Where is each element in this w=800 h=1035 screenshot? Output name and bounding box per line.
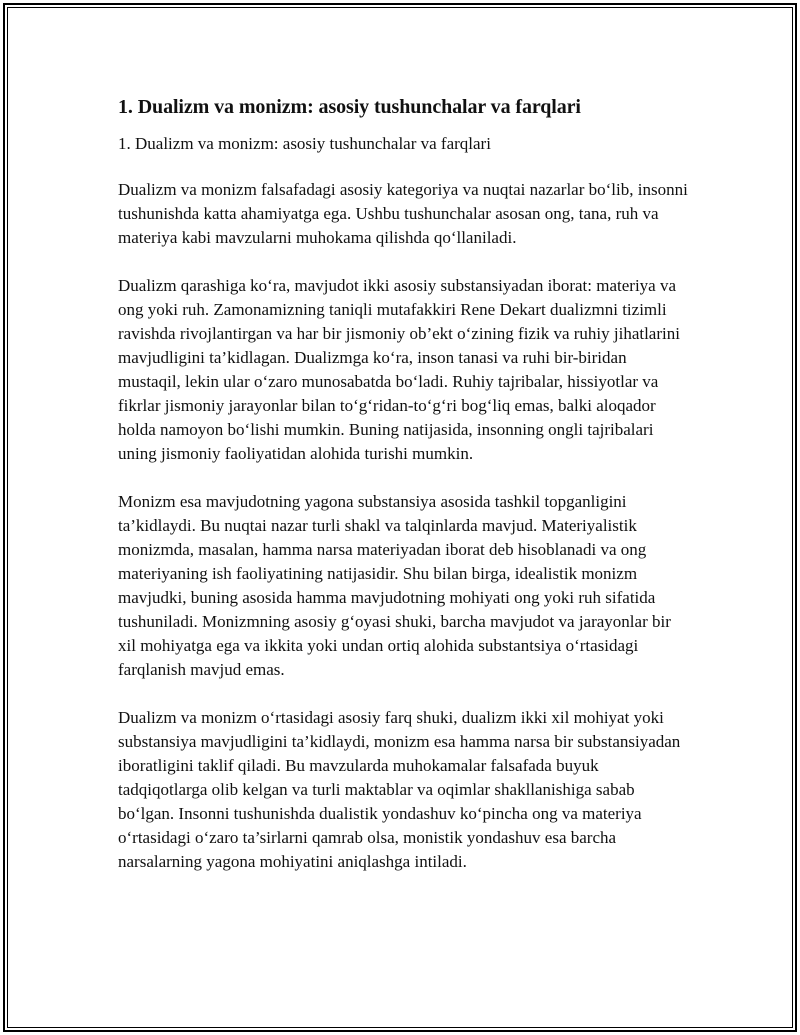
paragraph: Dualizm qarashiga ko‘ra, mavjudot ikki asosiy substansiyadan iborat: materiya va ong yoki ruh. Zamonamizning taniqli mutafakkiri Rene Dekart dualizmni tizimli ravishda rivojlantirgan va har bir jismoniy ob’ekt o‘zining fizik va ruhiy jihatlarini mavjudligini ta’kidlagan. Dualizmga ko‘ra, inson tanasi va ruhi bir-biridan mustaqil, lekin ular o‘zaro munosabatda bo‘ladi. Ruhiy tajribalar, hissiyotlar va fikrlar jismoniy jarayonlar bilan to‘g‘ridan-to‘g‘ri bog‘liq emas, balki aloqador holda namoyon bo‘lishi mumkin. Buning natijasida, insonning ongli tajribalari uning jismoniy faoliyatidan alohida turishi mumkin. [118, 276, 680, 463]
document-body [118, 94, 688, 898]
paragraph: Dualizm va monizm o‘rtasidagi asosiy farq shuki, dualizm ikki xil mohiyat yoki substansiya mavjudligini ta’kidlaydi, monizm esa hamma narsa bir substansiyadan iboratligini taklif qiladi. Bu mavzularda muhokamalar falsafada buyuk tadqiqotlarga olib kelgan va turli maktablar va oqimlar shakllanishiga sabab bo‘lgan. Insonni tushunishda dualistik yondashuv ko‘pincha ong va materiya o‘rtasidagi o‘zaro ta’sirlarni qamrab olsa, monistik yondashuv esa barcha narsalarning yagona mohiyatini aniqlashga intiladi. [118, 708, 681, 871]
section-subheading: 1. Dualizm va monizm: asosiy tushunchalar va farqlari [118, 134, 491, 153]
paragraph: Dualizm va monizm falsafadagi asosiy kategoriya va nuqtai nazarlar bo‘lib, insonni tushunishda katta ahamiyatga ega. Ushbu tushunchalar asosan ong, tana, ruh va materiya kabi mavzularni muhokama qilishda qo‘llaniladi. [118, 180, 688, 247]
page-title: 1. Dualizm va monizm: asosiy tushunchalar va farqlari [118, 96, 581, 118]
paragraph: Monizm esa mavjudotning yagona substansiya asosida tashkil topganligini ta’kidlaydi. Bu nuqtai nazar turli shakl va talqinlarda mavjud. Materiyalistik monizmda, masalan, hamma narsa materiyadan iborat deb hisoblanadi va ong materiyaning ish faoliyatining natijasidir. Shu bilan birga, idealistik monizm mavjudki, buning asosida hamma mavjudotning mohiyati ong yoki ruh sifatida tushuniladi. Monizmning asosiy g‘oyasi shuki, barcha mavjudot va jarayonlar bir xil mohiyatga ega va ikkita yoki undan ortiq alohida substantsiya o‘rtasidagi farqlanish mavjud emas. [118, 492, 671, 679]
